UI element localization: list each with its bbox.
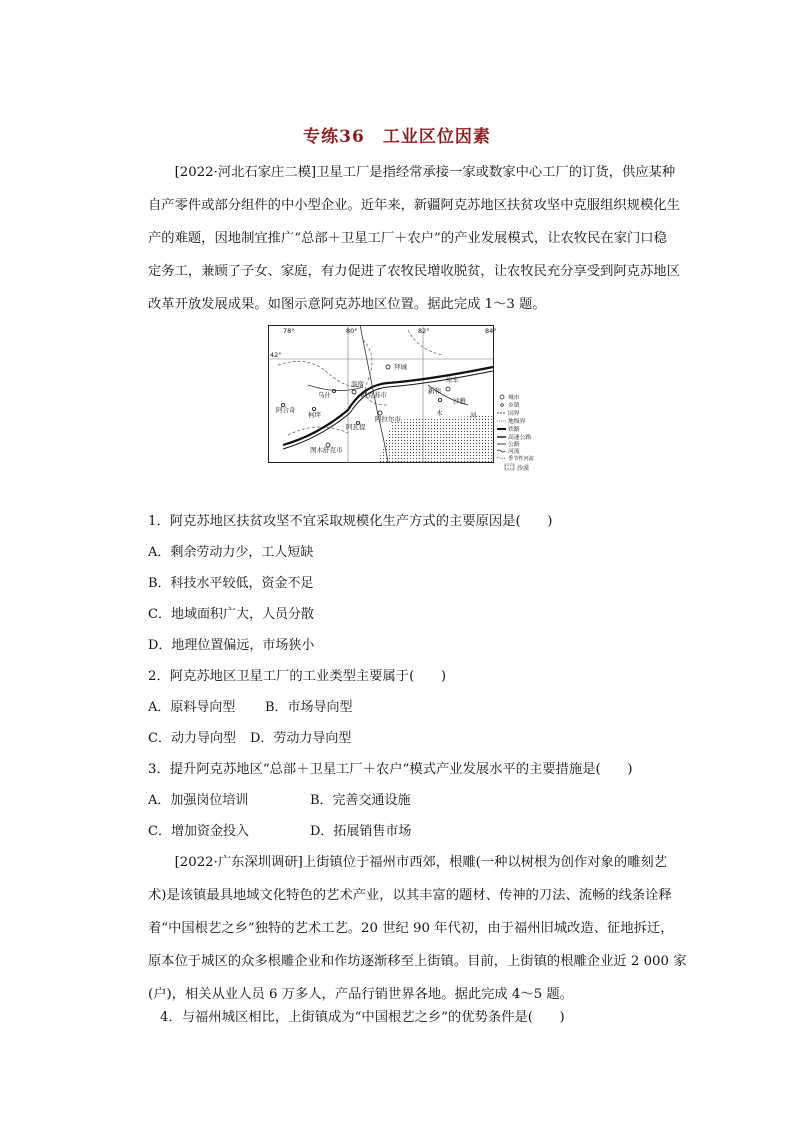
question-2-option-b[interactable]: B．市场导向型 — [265, 700, 353, 715]
map-lon-label: 78° — [283, 327, 295, 335]
map-lon-label: 82° — [418, 327, 430, 335]
place-label: 拜城 — [394, 363, 407, 371]
legend-label: 城市 — [508, 395, 520, 401]
question-2-option-d[interactable]: D．劳动力导向型 — [250, 731, 352, 746]
passage-1-line: 产的难题，因地制宜推广“总部＋卫星工厂＋农户”的产业发展模式，让农牧民在家门口稳 — [148, 231, 667, 246]
page-title: 专练36 工业区位因素 — [303, 127, 491, 147]
question-1-option-b[interactable]: B．科技水平较低，资金不足 — [148, 576, 314, 591]
legend-label: 乡镇 — [508, 403, 520, 409]
passage-2-line: (户)，相关从业人员 6 万多人，产品行销世界各地。据此完成 4～5 题。 — [148, 987, 573, 1002]
place-label: 河 — [470, 411, 477, 419]
place-label: 温宿 — [351, 380, 364, 388]
passage-2-line: [2022·广东深圳调研]上街镇位于福州市西郊，根雕(一种以树根为创作对象的雕刻艺 — [174, 855, 668, 870]
place-label: 阿克苏市 — [361, 391, 387, 399]
question-3-option-d[interactable]: D．拓展销售市场 — [310, 824, 412, 839]
place-label: 阿瓦提 — [346, 423, 366, 431]
desert-swatch — [505, 464, 514, 470]
question-1-option-d[interactable]: D．地理位置偏远，市场狭小 — [148, 638, 315, 653]
map-lat-label: 42° — [270, 351, 282, 359]
passage-2-line: 术)是该镇最具地域文化特色的艺术产业，以其丰富的题材、传神的刀法、流畅的线条诠释 — [148, 888, 672, 903]
passage-1-line: 定务工，兼顾了子女、家庭，有力促进了农牧民增收脱贫，让农牧民充分享受到阿克苏地区 — [148, 264, 680, 279]
passage-1-line: [2022·河北石家庄二模]卫星工厂是指经常承接一家或数家中心工厂的订货，供应某种 — [174, 165, 676, 180]
place-label: 库车 — [446, 376, 459, 384]
passage-1-line: 改革开放发展成果。如图示意阿克苏地区位置。据此完成 1～3 题。 — [148, 297, 546, 312]
place-label: 沙雅 — [453, 397, 466, 405]
question-3-stem: 3．提升阿克苏地区“总部＋卫星工厂＋农户”模式产业发展水平的主要措施是( ) — [148, 762, 633, 777]
question-3-option-c[interactable]: C．增加资金投入 — [148, 824, 249, 839]
question-2-stem: 2．阿克苏地区卫星工厂的工业类型主要属于( ) — [148, 669, 447, 684]
question-1-option-a[interactable]: A．剩余劳动力少，工人短缺 — [148, 545, 314, 560]
question-1-stem: 1．阿克苏地区扶贫攻坚不宜采取规模化生产方式的主要原因是( ) — [148, 514, 553, 529]
passage-2 — [148, 846, 687, 1011]
question-4-stem: 4．与福州城区相比，上街镇成为“中国根艺之乡”的优势条件是( ) — [160, 1010, 565, 1025]
place-label: 乌什 — [318, 391, 331, 399]
map-lon-label: 84° — [485, 327, 497, 335]
legend-label: 高速公路 — [508, 435, 532, 441]
question-3-option-b[interactable]: B．完善交通设施 — [310, 793, 411, 808]
place-label: 阿合奇 — [276, 406, 296, 414]
place-label: 图木舒克市 — [310, 446, 343, 454]
passage-2-line: 着“中国根艺之乡”独特的艺术工艺。20 世纪 90 年代初，由于福州旧城改造、征地拆迁， — [148, 921, 674, 936]
question-3-option-a[interactable]: A．加强岗位培训 — [148, 793, 249, 808]
legend-label: 季节性河流 — [508, 456, 534, 462]
legend-label: 公路 — [508, 442, 520, 448]
legend-label: 铁路 — [508, 427, 520, 433]
passage-2-line: 原本位于城区的众多根雕企业和作坊逐渐移至上街镇。目前，上街镇的根雕企业近 2 000 家 — [148, 954, 687, 969]
legend-label: 国界 — [508, 411, 520, 417]
legend-label: 沙漠 — [517, 465, 530, 472]
place-label: 木 — [436, 409, 443, 417]
question-1-option-c[interactable]: C．地域面积广大，人员分散 — [148, 607, 314, 622]
place-label: 柯坪 — [308, 411, 321, 419]
map-lon-label: 80° — [346, 327, 358, 335]
legend-desert-row — [497, 462, 557, 474]
passage-1 — [148, 156, 680, 321]
legend-label: 河流 — [508, 449, 520, 455]
question-2-option-c[interactable]: C．动力导向型 — [148, 731, 236, 746]
legend-label: 地级界 — [508, 419, 526, 425]
question-2-option-a[interactable]: A．原料导向型 — [148, 700, 236, 715]
place-label: 阿拉尔市 — [375, 415, 401, 423]
place-label: 新和 — [428, 387, 441, 395]
passage-1-line: 自产零件或部分组件的中小型企业。近年来，新疆阿克苏地区扶贫攻坚中克服组织规模化生 — [148, 198, 680, 213]
aksu-location-map — [268, 325, 534, 463]
